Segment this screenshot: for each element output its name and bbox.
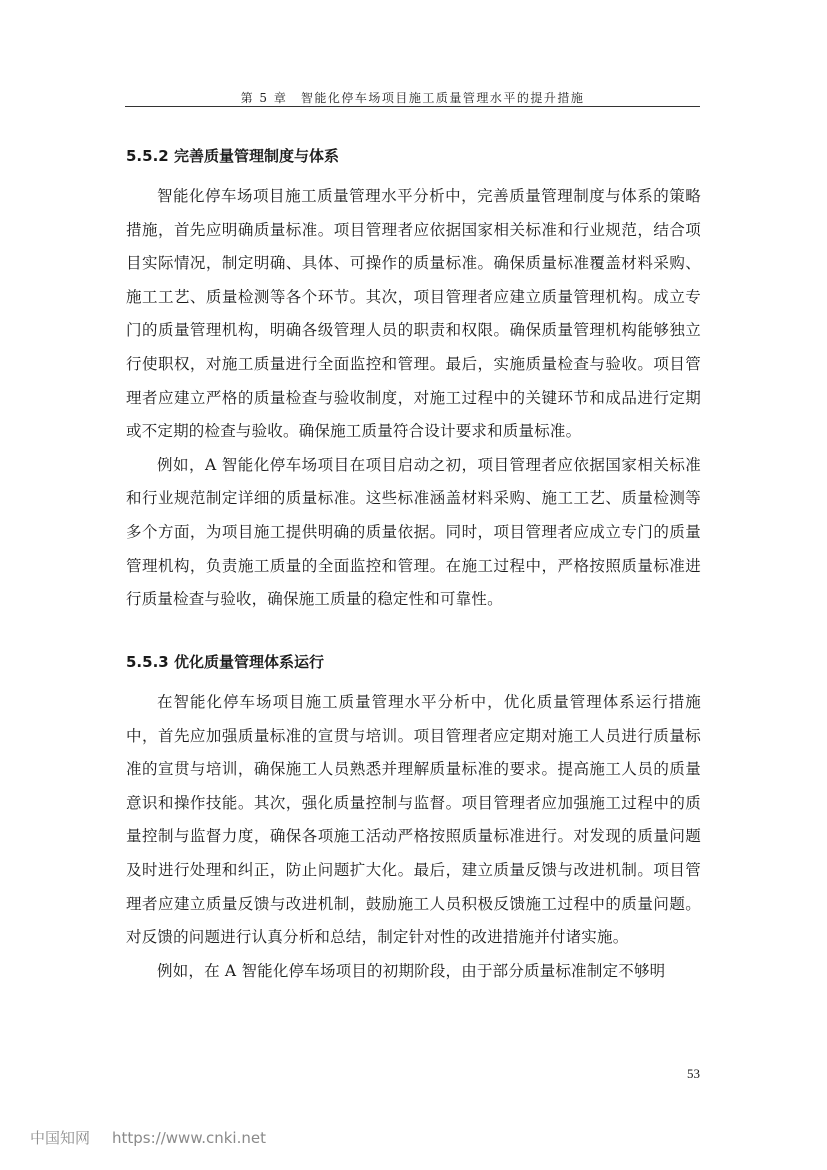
section-heading [126,145,701,167]
section-heading [126,651,701,673]
section-number: 5.5.3 [126,653,169,671]
body-paragraph: 在智能化停车场项目施工质量管理水平分析中，优化质量管理体系运行措施中，首先应加强质量标准的宣贯与培训。项目管理者应定期对施工人员进行质量标准的宣贯与培训，确保施工人员熟悉并理解质量标准的要求。提高施工人员的质量意识和操作技能。其次，强化质量控制与监督。项目管理者应加强施工过程中的质量控制与监督力度，确保各项施工活动严格按照质量标准进行。对发现的质量问题及时进行处理和纠正，防止问题扩大化。最后，建立质量反馈与改进机制。项目管理者应建立质量反馈与改进机制，鼓励施工人员积极反馈施工过程中的质量问题。对反馈的问题进行认真分析和总结，制定针对性的改进措施并付诸实施。 [126,693,701,947]
section-5-5-3 [126,651,701,988]
section-number: 5.5.2 [126,147,169,165]
body-paragraph: 智能化停车场项目施工质量管理水平分析中，完善质量管理制度与体系的策略措施，首先应明确质量标准。项目管理者应依据国家相关标准和行业规范，结合项目实际情况，制定明确、具体、可操作的质量标准。确保质量标准覆盖材料采购、施工工艺、质量检测等各个环节。其次，项目管理者应建立质量管理机构。成立专门的质量管理机构，明确各级管理人员的职责和权限。确保质量管理机构能够独立行使职权，对施工质量进行全面监控和管理。最后，实施质量检查与验收。项目管理者应建立严格的质量检查与验收制度，对施工过程中的关键环节和成品进行定期或不定期的检查与验收。确保施工质量符合设计要求和质量标准。 [126,187,701,441]
body-paragraph: 例如，A 智能化停车场项目在项目启动之初，项目管理者应依据国家相关标准和行业规范制定详细的质量标准。这些标准涵盖材料采购、施工工艺、质量检测等多个方面，为项目施工提供明确的质量依据。同时，项目管理者应成立专门的质量管理机构，负责施工质量的全面监控和管理。在施工过程中，严格按照质量标准进行质量检查与验收，确保施工质量的稳定性和可靠性。 [126,455,701,609]
header-divider [125,106,700,107]
section-title: 完善质量管理制度与体系 [174,147,340,165]
section-title: 优化质量管理体系运行 [174,653,325,671]
body-paragraph: 例如，在 A 智能化停车场项目的初期阶段，由于部分质量标准制定不够明 [157,961,666,980]
section-5-5-2 [126,145,701,617]
watermark-brand: 中国知网 [30,1129,91,1147]
watermark-url[interactable]: https://www.cnki.net [112,1129,266,1147]
page-number: 53 [687,1066,700,1081]
running-header: 第 5 章 智能化停车场项目施工质量管理水平的提升措施 [240,91,585,105]
cnki-watermark [30,1127,266,1148]
